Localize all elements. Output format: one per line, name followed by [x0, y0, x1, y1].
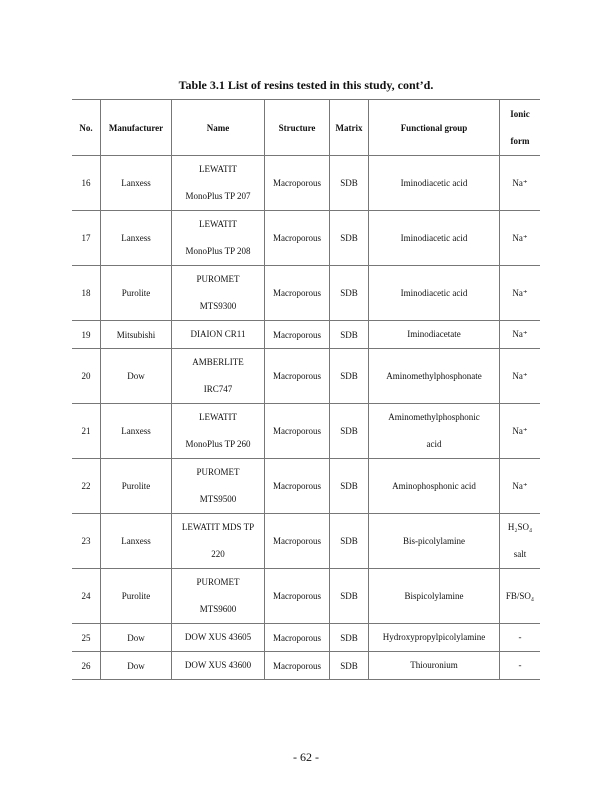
cell-functional-group-line: Thiouronium [410, 660, 458, 670]
cell-structure: Macroporous [265, 266, 330, 321]
cell-functional-group [369, 514, 500, 569]
cell-name-line: MonoPlus TP 260 [185, 439, 251, 449]
cell-name-line: MonoPlus TP 207 [185, 191, 251, 201]
cell-functional-group [369, 569, 500, 624]
header-ionic-line: form [510, 135, 530, 146]
cell-name-line: DOW XUS 43605 [184, 632, 252, 642]
header-manufacturer: Manufacturer [101, 100, 172, 156]
header-ionic-form [500, 100, 541, 156]
cell-structure: Macroporous [265, 349, 330, 404]
cell-structure: Macroporous [265, 211, 330, 266]
cell-matrix: SDB [330, 569, 369, 624]
cell-name [172, 321, 265, 349]
cell-ionic-form-line: - [518, 660, 522, 670]
cell-ionic-form [500, 349, 541, 404]
cell-name-line: MTS9600 [199, 604, 237, 614]
cell-matrix: SDB [330, 349, 369, 404]
cell-ionic-form-line: Na⁺ [512, 425, 528, 436]
table-row [72, 652, 540, 680]
page-number: - 62 - [293, 750, 319, 764]
cell-functional-group-line: Iminodiacetate [407, 329, 461, 339]
table-row [72, 349, 540, 404]
cell-manufacturer: Lanxess [101, 404, 172, 459]
cell-ionic-form-line: Na⁺ [512, 177, 528, 188]
cell-no: 18 [72, 266, 101, 321]
cell-no: 16 [72, 156, 101, 211]
cell-name [172, 459, 265, 514]
cell-manufacturer: Dow [101, 652, 172, 680]
cell-ionic-form [500, 321, 541, 349]
cell-name [172, 624, 265, 652]
cell-matrix: SDB [330, 624, 369, 652]
cell-name-line: MonoPlus TP 208 [185, 246, 251, 256]
cell-manufacturer: Dow [101, 349, 172, 404]
cell-matrix: SDB [330, 266, 369, 321]
cell-name-line: DOW XUS 43600 [184, 660, 252, 670]
header-no: No. [72, 100, 101, 156]
cell-ionic-form-line: Na⁺ [512, 480, 528, 491]
cell-structure: Macroporous [265, 514, 330, 569]
cell-manufacturer: Purolite [101, 569, 172, 624]
cell-functional-group [369, 624, 500, 652]
cell-name-line: AMBERLITE [192, 357, 244, 367]
cell-ionic-form [500, 569, 541, 624]
table-row [72, 211, 540, 266]
cell-functional-group [369, 211, 500, 266]
cell-functional-group [369, 652, 500, 680]
cell-name-line: PUROMET [196, 577, 240, 587]
cell-name [172, 211, 265, 266]
header-matrix: Matrix [330, 100, 369, 156]
cell-name [172, 266, 265, 321]
resins-table [72, 99, 540, 680]
cell-no: 23 [72, 514, 101, 569]
cell-no: 22 [72, 459, 101, 514]
cell-ionic-form-line: salt [513, 549, 527, 559]
cell-manufacturer: Mitsubishi [101, 321, 172, 349]
cell-name-line: DIAION CR11 [190, 329, 246, 339]
table-row [72, 514, 540, 569]
cell-ionic-form-line: Na⁺ [512, 370, 528, 381]
cell-name [172, 514, 265, 569]
cell-name-line: PUROMET [196, 274, 240, 284]
cell-functional-group-line: Bis-picolylamine [403, 535, 465, 546]
cell-matrix: SDB [330, 211, 369, 266]
cell-name [172, 652, 265, 680]
cell-manufacturer: Lanxess [101, 156, 172, 211]
header-functional-group: Functional group [369, 100, 500, 156]
cell-ionic-form-line: Na⁺ [512, 232, 528, 243]
cell-ionic-form-line: Na⁺ [512, 329, 528, 339]
cell-functional-group-line: Aminophosphonic acid [392, 480, 476, 491]
cell-ionic-form-line: Na⁺ [512, 287, 528, 298]
cell-functional-group [369, 349, 500, 404]
cell-matrix: SDB [330, 156, 369, 211]
cell-manufacturer: Lanxess [101, 211, 172, 266]
cell-name-line: LEWATIT [199, 164, 237, 174]
cell-name-line: 220 [211, 549, 225, 559]
cell-functional-group [369, 156, 500, 211]
cell-ionic-form-line: FB/SO₄ [505, 590, 535, 601]
cell-structure: Macroporous [265, 156, 330, 211]
cell-structure: Macroporous [265, 652, 330, 680]
cell-structure: Macroporous [265, 569, 330, 624]
cell-no: 25 [72, 624, 101, 652]
cell-name-line: LEWATIT MDS TP [181, 522, 255, 532]
cell-name-line: MTS9300 [199, 301, 237, 311]
cell-manufacturer: Dow [101, 624, 172, 652]
cell-manufacturer: Purolite [101, 266, 172, 321]
cell-ionic-form [500, 459, 541, 514]
header-name: Name [172, 100, 265, 156]
cell-functional-group [369, 459, 500, 514]
cell-functional-group-line: Iminodiacetic acid [400, 232, 468, 243]
cell-functional-group-line: Hydroxypropylpicolylamine [382, 632, 486, 642]
cell-functional-group [369, 266, 500, 321]
cell-ionic-form [500, 156, 541, 211]
cell-no: 21 [72, 404, 101, 459]
cell-functional-group-line: Iminodiacetic acid [400, 177, 468, 188]
cell-name-line: LEWATIT [199, 219, 237, 229]
cell-structure: Macroporous [265, 404, 330, 459]
cell-matrix: SDB [330, 404, 369, 459]
cell-structure: Macroporous [265, 459, 330, 514]
cell-name [172, 404, 265, 459]
table-header-row [72, 100, 540, 156]
table-row [72, 156, 540, 211]
cell-ionic-form [500, 624, 541, 652]
cell-functional-group [369, 321, 500, 349]
cell-functional-group-line: Aminomethylphosphonate [386, 370, 482, 381]
cell-structure: Macroporous [265, 624, 330, 652]
cell-name [172, 349, 265, 404]
cell-matrix: SDB [330, 459, 369, 514]
cell-name [172, 156, 265, 211]
cell-ionic-form [500, 266, 541, 321]
cell-ionic-form [500, 211, 541, 266]
cell-functional-group [369, 404, 500, 459]
table-row [72, 624, 540, 652]
cell-ionic-form [500, 514, 541, 569]
cell-structure: Macroporous [265, 321, 330, 349]
cell-no: 20 [72, 349, 101, 404]
cell-no: 17 [72, 211, 101, 266]
cell-name-line: IRC747 [203, 384, 233, 394]
cell-name-line: PUROMET [196, 467, 240, 477]
cell-name-line: LEWATIT [199, 412, 237, 422]
cell-matrix: SDB [330, 652, 369, 680]
header-ionic-line: Ionic [510, 108, 530, 119]
cell-functional-group-line: acid [426, 439, 442, 449]
table-caption: Table 3.1 List of resins tested in this study, cont’d. [178, 78, 434, 92]
cell-functional-group-line: Iminodiacetic acid [400, 287, 468, 298]
cell-name [172, 569, 265, 624]
table-row [72, 321, 540, 349]
cell-ionic-form-line: H₂SO₄ [507, 522, 533, 532]
table-row [72, 459, 540, 514]
cell-ionic-form [500, 404, 541, 459]
cell-functional-group-line: Bispicolylamine [404, 590, 464, 601]
cell-ionic-form [500, 652, 541, 680]
cell-manufacturer: Purolite [101, 459, 172, 514]
cell-name-line: MTS9500 [199, 494, 237, 504]
cell-manufacturer: Lanxess [101, 514, 172, 569]
table-row [72, 266, 540, 321]
header-structure: Structure [265, 100, 330, 156]
cell-matrix: SDB [330, 514, 369, 569]
cell-ionic-form-line: - [518, 632, 522, 642]
table-row [72, 569, 540, 624]
cell-no: 26 [72, 652, 101, 680]
cell-matrix: SDB [330, 321, 369, 349]
cell-no: 19 [72, 321, 101, 349]
cell-functional-group-line: Aminomethylphosphonic [388, 412, 480, 422]
cell-no: 24 [72, 569, 101, 624]
table-row [72, 404, 540, 459]
